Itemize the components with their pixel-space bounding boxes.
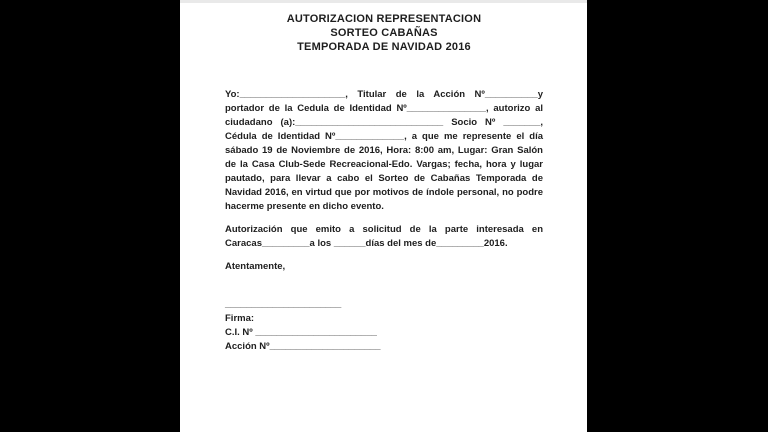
paragraph1-line-1: Yo:____________________, Titular de la Acción Nº__________y: [225, 89, 543, 100]
paragraph1-line-6: de la Casa Club-Sede Recreacional-Edo. Vargas; fecha, hora y lugar: [225, 159, 543, 170]
body-paragraph-1: [225, 88, 543, 214]
paragraph2-line-1: Autorización que emito a solicitud de la parte interesada en: [225, 224, 543, 235]
letterbox-right: [587, 0, 768, 432]
document-title: [225, 12, 543, 54]
letterbox-left: [0, 0, 180, 432]
paragraph2-line-2: Caracas_________a los ______días del mes de_________2016.: [225, 238, 508, 249]
title-line-2: SORTEO CABAÑAS: [330, 27, 438, 39]
closing-salutation: Atentamente,: [225, 261, 286, 272]
title-line-1: AUTORIZACION REPRESENTACION: [286, 13, 482, 25]
body-paragraph-2: [225, 223, 543, 251]
signature-block: [225, 298, 543, 354]
signature-ci-line: C.I. Nº _______________________: [225, 327, 377, 338]
paragraph1-line-8: Navidad 2016, en virtud que por motivos de índole personal, no podre: [225, 187, 543, 198]
paragraph1-line-5: sábado 19 de Noviembre de 2016, Hora: 8:00 am, Lugar: Gran Salón: [225, 145, 543, 156]
paragraph1-line-9: hacerme presente en dicho evento.: [225, 201, 384, 212]
paragraph1-line-3: ciudadano (a):____________________________ Socio Nº _______,: [225, 117, 543, 128]
signature-accion-line: Acción Nº_____________________: [225, 341, 381, 352]
signature-rule: ______________________: [225, 299, 342, 310]
document-content: [225, 0, 543, 354]
document-page: [180, 0, 587, 432]
title-line-3: TEMPORADA DE NAVIDAD 2016: [297, 41, 471, 53]
paragraph1-line-2: portador de la Cedula de Identidad Nº_______________, autorizo al: [225, 103, 543, 114]
paragraph1-line-4: Cédula de Identidad Nº_____________, a que me represente el día: [225, 131, 543, 142]
paragraph1-line-7: pautado, para llevar a cabo el Sorteo de Cabañas Temporada de: [225, 173, 543, 184]
signature-firma-label: Firma:: [225, 313, 255, 324]
